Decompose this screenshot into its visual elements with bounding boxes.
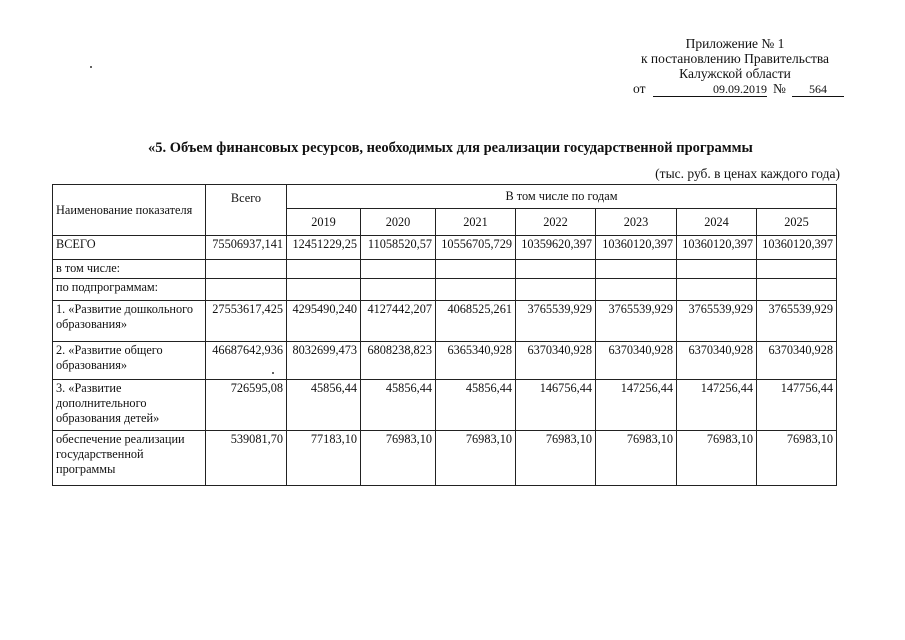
row-value-2025: 76983,10 — [757, 431, 837, 486]
row-name: обеспечение реализации государственной программы — [53, 431, 206, 486]
header-year-2024: 2024 — [677, 209, 757, 236]
row-value-2020: 11058520,57 — [361, 236, 436, 260]
row-value-2020: 6808238,823 — [361, 342, 436, 380]
table-row — [53, 380, 837, 431]
financial-resources-table — [52, 184, 837, 486]
row-value-2019 — [287, 260, 361, 279]
row-value-2020 — [361, 260, 436, 279]
header-year-2020: 2020 — [361, 209, 436, 236]
row-total: 726595,08 — [206, 380, 287, 431]
table-row — [53, 236, 837, 260]
row-name: ВСЕГО — [53, 236, 206, 260]
row-total: 27553617,425 — [206, 301, 287, 342]
row-name: по подпрограммам: — [53, 279, 206, 301]
row-total: 75506937,141 — [206, 236, 287, 260]
row-value-2025: 10360120,397 — [757, 236, 837, 260]
appendix-header — [600, 36, 870, 97]
row-value-2025 — [757, 279, 837, 301]
header-year-2025: 2025 — [757, 209, 837, 236]
appendix-title: Приложение № 1 — [685, 36, 785, 51]
resolution-number: 564 — [792, 82, 844, 97]
row-value-2023: 6370340,928 — [596, 342, 677, 380]
units-note: (тыс. руб. в ценах каждого года) — [655, 166, 840, 181]
row-value-2020: 76983,10 — [361, 431, 436, 486]
row-value-2024: 6370340,928 — [677, 342, 757, 380]
row-value-2021: 4068525,261 — [436, 301, 516, 342]
header-years-group: В том числе по годам — [287, 185, 837, 209]
row-value-2019: 12451229,25 — [287, 236, 361, 260]
row-name: 1. «Развитие дошкольного образования» — [53, 301, 206, 342]
appendix-region-line: Калужской области — [679, 66, 791, 81]
row-value-2025: 6370340,928 — [757, 342, 837, 380]
row-value-2023 — [596, 260, 677, 279]
row-value-2022 — [516, 260, 596, 279]
row-value-2019: 45856,44 — [287, 380, 361, 431]
row-value-2024: 147256,44 — [677, 380, 757, 431]
table-row — [53, 431, 837, 486]
row-value-2024: 3765539,929 — [677, 301, 757, 342]
row-value-2024 — [677, 279, 757, 301]
row-value-2020: 4127442,207 — [361, 301, 436, 342]
date-label: от — [633, 81, 646, 96]
resolution-date: 09.09.2019 — [653, 82, 767, 97]
table-row — [53, 260, 837, 279]
row-value-2022: 76983,10 — [516, 431, 596, 486]
row-value-2022: 3765539,929 — [516, 301, 596, 342]
row-value-2021 — [436, 260, 516, 279]
row-value-2021 — [436, 279, 516, 301]
row-value-2024 — [677, 260, 757, 279]
scan-speck — [90, 66, 92, 68]
row-value-2023: 147256,44 — [596, 380, 677, 431]
row-value-2019: 4295490,240 — [287, 301, 361, 342]
row-value-2025: 147756,44 — [757, 380, 837, 431]
row-value-2023 — [596, 279, 677, 301]
row-value-2019 — [287, 279, 361, 301]
row-value-2023: 10360120,397 — [596, 236, 677, 260]
row-value-2021: 45856,44 — [436, 380, 516, 431]
row-value-2020 — [361, 279, 436, 301]
row-value-2021: 10556705,729 — [436, 236, 516, 260]
table-row — [53, 342, 837, 380]
table-row — [53, 279, 837, 301]
row-value-2022: 10359620,397 — [516, 236, 596, 260]
row-value-2022: 6370340,928 — [516, 342, 596, 380]
row-value-2023: 3765539,929 — [596, 301, 677, 342]
row-name: 3. «Развитие дополнительного образования детей» — [53, 380, 206, 431]
appendix-date-row — [600, 81, 870, 97]
row-value-2024: 10360120,397 — [677, 236, 757, 260]
table-row — [53, 301, 837, 342]
row-name: в том числе: — [53, 260, 206, 279]
row-value-2024: 76983,10 — [677, 431, 757, 486]
row-value-2019: 77183,10 — [287, 431, 361, 486]
row-value-2022 — [516, 279, 596, 301]
header-year-2022: 2022 — [516, 209, 596, 236]
row-total — [206, 279, 287, 301]
header-total: Всего — [206, 185, 287, 236]
row-total: 539081,70 — [206, 431, 287, 486]
appendix-resolution-line: к постановлению Правительства — [640, 51, 830, 66]
row-total — [206, 260, 287, 279]
header-year-2021: 2021 — [436, 209, 516, 236]
row-total: 46687642,936 — [206, 342, 287, 380]
header-year-2019: 2019 — [287, 209, 361, 236]
row-value-2025 — [757, 260, 837, 279]
row-value-2020: 45856,44 — [361, 380, 436, 431]
header-year-2023: 2023 — [596, 209, 677, 236]
row-value-2025: 3765539,929 — [757, 301, 837, 342]
row-value-2021: 76983,10 — [436, 431, 516, 486]
section-title: «5. Объем финансовых ресурсов, необходимых для реализации государственной программы — [148, 140, 753, 156]
row-value-2023: 76983,10 — [596, 431, 677, 486]
header-indicator-name: Наименование показателя — [53, 185, 206, 236]
row-value-2019: 8032699,473 — [287, 342, 361, 380]
row-value-2022: 146756,44 — [516, 380, 596, 431]
row-name: 2. «Развитие общего образования» — [53, 342, 206, 380]
number-label: № — [773, 81, 786, 96]
row-value-2021: 6365340,928 — [436, 342, 516, 380]
